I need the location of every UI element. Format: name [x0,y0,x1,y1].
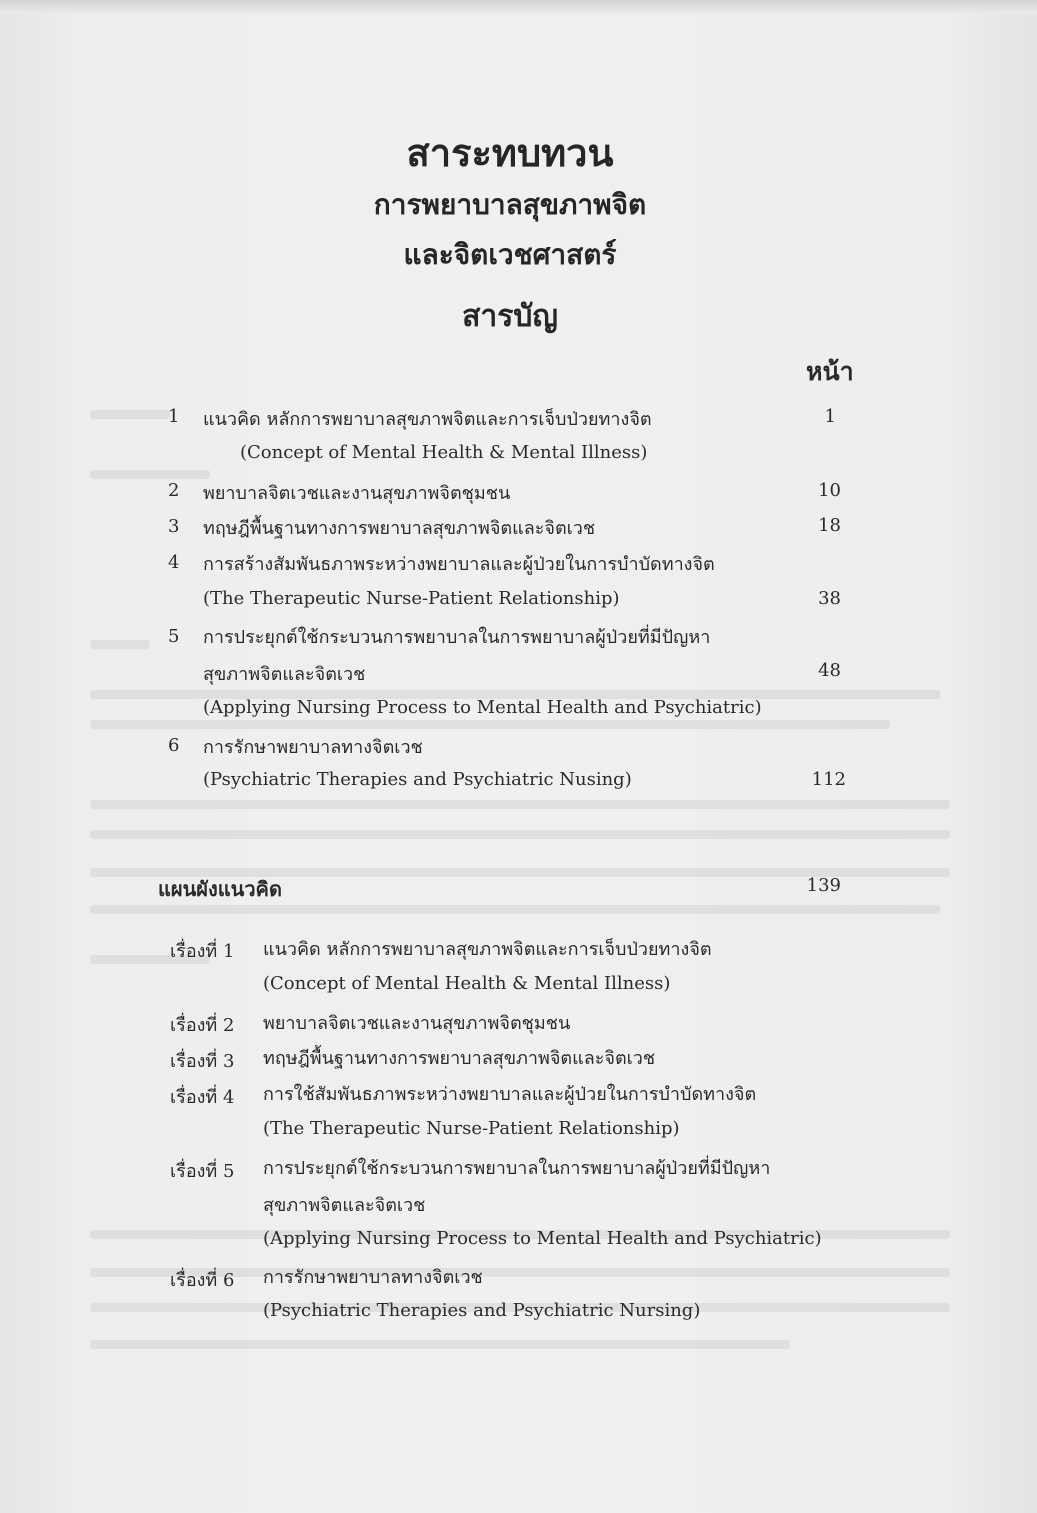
story-title-th: การใช้สัมพันธภาพระหว่างพยาบาลและผู้ป่วยในการบำบัดทางจิต [263,1084,757,1105]
chapter-page: 18 [818,515,841,536]
story-label: เรื่องที่ 6 [170,1270,235,1291]
chapter-title-th: การประยุกต์ใช้กระบวนการพยาบาลในการพยาบาลผู้ป่วยที่มีปัญหา [203,627,711,648]
story-label: เรื่องที่ 2 [170,1015,235,1036]
bleed-through [90,1340,790,1349]
chapter-title-en: (The Therapeutic Nurse-Patient Relationship) [203,588,620,609]
bleed-through [90,640,150,649]
book-title: สาระทบทวน [406,131,614,175]
bleed-through [90,830,950,839]
chapter-page: 48 [818,660,841,681]
story-title-th-cont: สุขภาพจิตและจิตเวช [263,1195,426,1216]
bleed-through [90,470,210,479]
concept-map-page: 139 [806,875,841,896]
chapter-number: 2 [168,480,180,501]
chapter-title-en: (Psychiatric Therapies and Psychiatric Nusing) [203,769,632,790]
page-column-label: หน้า [806,357,854,386]
bleed-through [90,410,170,419]
bleed-through [90,905,940,914]
story-title-th: แนวคิด หลักการพยาบาลสุขภาพจิตและการเจ็บป่วยทางจิต [263,939,712,960]
chapter-page: 1 [824,406,836,427]
story-title-en: (Concept of Mental Health & Mental Illness) [263,973,671,994]
chapter-number: 5 [168,626,180,647]
story-title-th: การรักษาพยาบาลทางจิตเวช [263,1267,483,1288]
chapter-title-th: พยาบาลจิตเวชและงานสุขภาพจิตชุมชน [203,483,511,504]
book-subtitle-line1: การพยาบาลสุขภาพจิต [373,188,647,221]
chapter-page: 10 [818,480,841,501]
chapter-number: 4 [168,552,180,573]
story-label: เรื่องที่ 1 [170,941,235,962]
chapter-number: 3 [168,516,180,537]
book-subtitle-line2: และจิตเวชศาสตร์ [403,238,617,271]
story-label: เรื่องที่ 5 [170,1161,235,1182]
story-title-en: (Psychiatric Therapies and Psychiatric Nursing) [263,1300,701,1321]
chapter-title-th-cont: สุขภาพจิตและจิตเวช [203,664,366,685]
chapter-page: 38 [818,588,841,609]
story-title-en: (Applying Nursing Process to Mental Health and Psychiatric) [263,1228,822,1249]
story-title-th: การประยุกต์ใช้กระบวนการพยาบาลในการพยาบาลผู้ป่วยที่มีปัญหา [263,1158,771,1179]
story-label: เรื่องที่ 3 [170,1051,235,1072]
chapter-number: 1 [168,406,180,427]
chapter-title-th: ทฤษฎีพื้นฐานทางการพยาบาลสุขภาพจิตและจิตเวช [203,518,596,539]
bleed-through [90,800,950,809]
story-title-en: (The Therapeutic Nurse-Patient Relationship) [263,1118,680,1139]
contents-heading: สารบัญ [462,299,558,334]
bleed-through [90,720,890,729]
scan-shadow [0,0,1037,14]
chapter-title-en: (Applying Nursing Process to Mental Health and Psychiatric) [203,697,762,718]
chapter-title-en: (Concept of Mental Health & Mental Illness) [240,442,648,463]
chapter-number: 6 [168,735,180,756]
story-label: เรื่องที่ 4 [170,1087,235,1108]
chapter-title-th: แนวคิด หลักการพยาบาลสุขภาพจิตและการเจ็บป่วยทางจิต [203,409,652,430]
story-title-th: พยาบาลจิตเวชและงานสุขภาพจิตชุมชน [263,1013,571,1034]
chapter-title-th: การสร้างสัมพันธภาพระหว่างพยาบาลและผู้ป่วยในการบำบัดทางจิต [203,554,715,575]
chapter-title-th: การรักษาพยาบาลทางจิตเวช [203,737,423,758]
story-title-th: ทฤษฎีพื้นฐานทางการพยาบาลสุขภาพจิตและจิตเวช [263,1048,656,1069]
concept-map-heading: แผนผังแนวคิด [158,877,282,901]
chapter-page: 112 [811,769,846,790]
